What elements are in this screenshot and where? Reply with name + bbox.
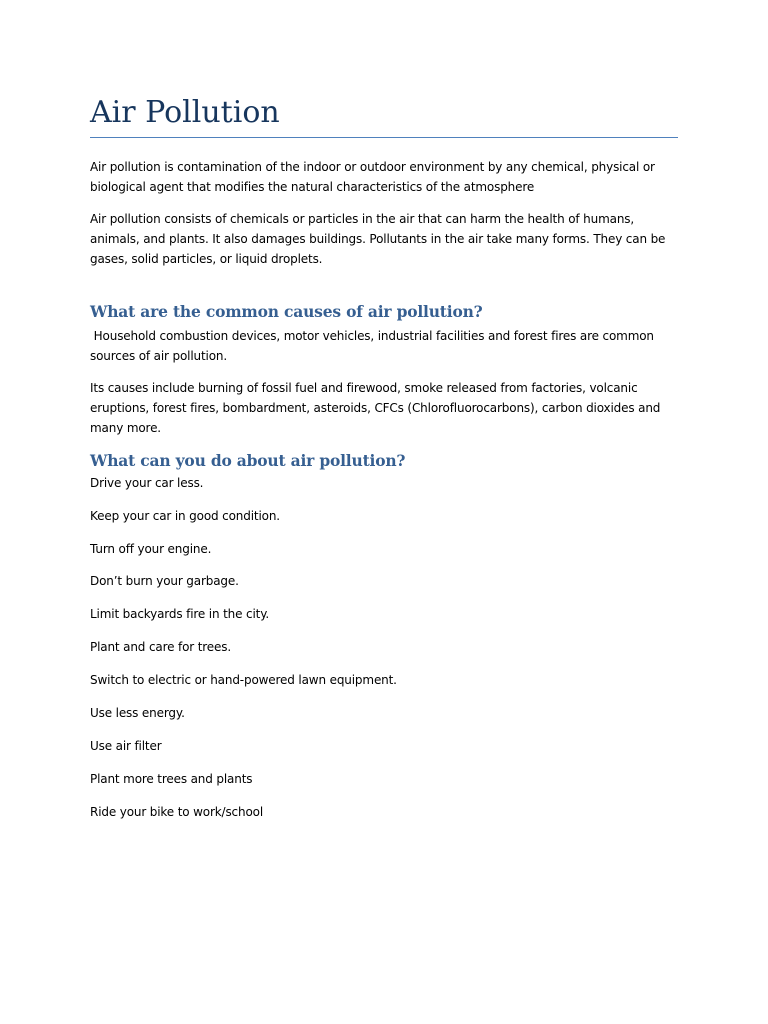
actions-heading: What can you do about air pollution? — [90, 451, 406, 470]
title-underline-rule — [90, 137, 678, 138]
action-item: Use air filter — [90, 739, 162, 753]
action-item: Drive your car less. — [90, 476, 204, 490]
action-item: Ride your bike to work/school — [90, 805, 264, 819]
intro-paragraph-2: Air pollution consists of chemicals or particles in the air that can harm the health of humans, animals, and plants. It also damages buildings. Pollutants in the air take many forms. They can be gases, solid particles, or liquid droplets. — [90, 212, 666, 266]
causes-paragraph-1: Household combustion devices, motor vehicles, industrial facilities and forest fires are common sources of air pollution. — [90, 329, 658, 363]
action-item: Plant and care for trees. — [90, 640, 232, 654]
causes-paragraph-2: Its causes include burning of fossil fuel and firewood, smoke released from factories, volcanic eruptions, forest fires, bombardment, asteroids, CFCs (Chlorofluorocarbons), carbon dioxides and many more. — [90, 381, 661, 435]
action-item: Don’t burn your garbage. — [90, 574, 239, 588]
action-item: Limit backyards fire in the city. — [90, 607, 270, 621]
action-item: Keep your car in good condition. — [90, 509, 280, 523]
intro-paragraph-1: Air pollution is contamination of the indoor or outdoor environment by any chemical, physical or biological agent that modifies the natural characteristics of the atmosphere — [90, 160, 655, 194]
action-item: Plant more trees and plants — [90, 772, 253, 786]
action-item: Use less energy. — [90, 706, 185, 720]
action-item: Switch to electric or hand-powered lawn equipment. — [90, 673, 397, 687]
document-title: Air Pollution — [90, 95, 280, 130]
action-item: Turn off your engine. — [90, 542, 212, 556]
causes-heading: What are the common causes of air pollution? — [90, 302, 483, 321]
